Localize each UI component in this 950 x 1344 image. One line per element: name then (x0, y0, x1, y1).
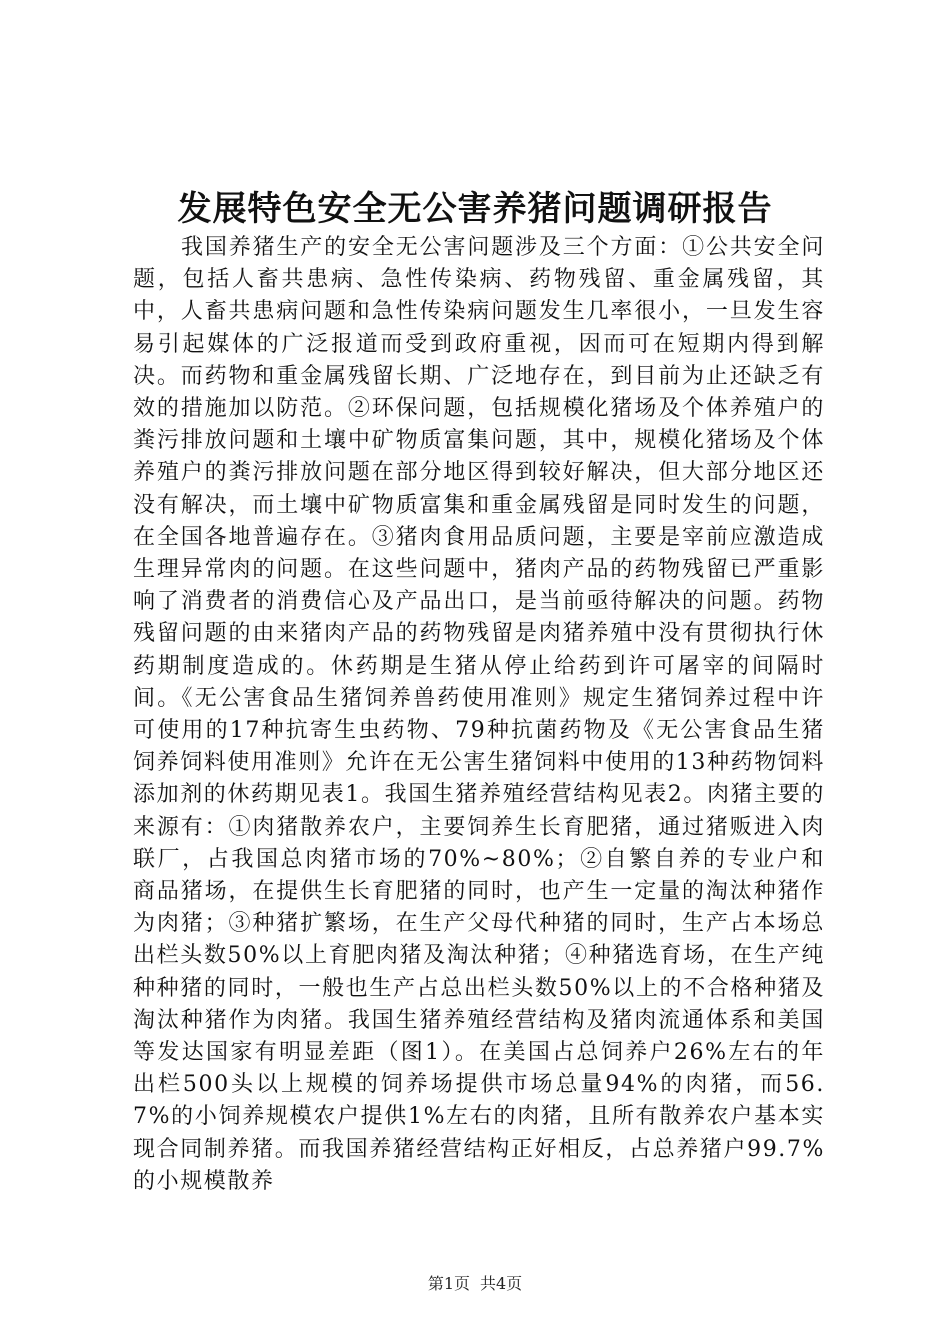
page-footer (0, 1272, 950, 1296)
page-number: 第1页 (427, 1274, 470, 1293)
page-total: 共4页 (480, 1274, 523, 1293)
body-paragraph: 我国养猪生产的安全无公害问题涉及三个方面：①公共安全问题，包括人畜共患病、急性传染病、药物残留、重金属残留，其中，人畜共患病问题和急性传染病问题发生几率很小，一旦发生容易引起媒体的广泛报道而受到政府重视，因而可在短期内得到解决。而药物和重金属残留长期、广泛地存在，到目前为止还缺乏有效的措施加以防范。②环保问题，包括规模化猪场及个体养殖户的粪污排放问题和土壤中矿物质富集问题，其中，规模化猪场及个体养殖户的粪污排放问题在部分地区得到较好解决，但大部分地区还没有解决，而土壤中矿物质富集和重金属残留是同时发生的问题，在全国各地普遍存在。③猪肉食用品质问题，主要是宰前应激造成生理异常肉的问题。在这些问题中，猪肉产品的药物残留已严重影响了消费者的消费信心及产品出口，是当前亟待解决的问题。药物残留问题的由来猪肉产品的药物残留是肉猪养殖中没有贯彻执行休药期制度造成的。休药期是生猪从停止给药到许可屠宰的间隔时间。《无公害食品生猪饲养兽药使用准则》规定生猪饲养过程中许可使用的17种抗寄生虫药物、79种抗菌药物及《无公害食品生猪饲养饲料使用准则》允许在无公害生猪饲料中使用的13种药物饲料添加剂的休药期见表1。我国生猪养殖经营结构见表2。肉猪主要的来源有：①肉猪散养农户，主要饲养生长育肥猪，通过猪贩进入肉联厂，占我国总肉猪市场的70%~80%；②自繁自养的专业户和商品猪场，在提供生长育肥猪的同时，也产生一定量的淘汰种猪作为肉猪；③种猪扩繁场，在生产父母代种猪的同时，生产占本场总出栏头数50%以上育肥肉猪及淘汰种猪；④种猪选育场，在生产纯种种猪的同时，一般也生产占总出栏头数50%以上的不合格种猪及淘汰种猪作为肉猪。我国生猪养殖经营结构及猪肉流通体系和美国等发达国家有明显差距（图1）。在美国占总饲养户26%左右的年出栏500头以上规模的饲养场提供市场总量94%的肉猪，而56.7%的小饲养规模农户提供1%左右的肉猪，且所有散养农户基本实现合同制养猪。而我国养猪经营结构正好相反，占总养猪户99.7%的小规模散养 (133, 235, 825, 1194)
document-title: 发展特色安全无公害养猪问题调研报告 (177, 189, 773, 229)
